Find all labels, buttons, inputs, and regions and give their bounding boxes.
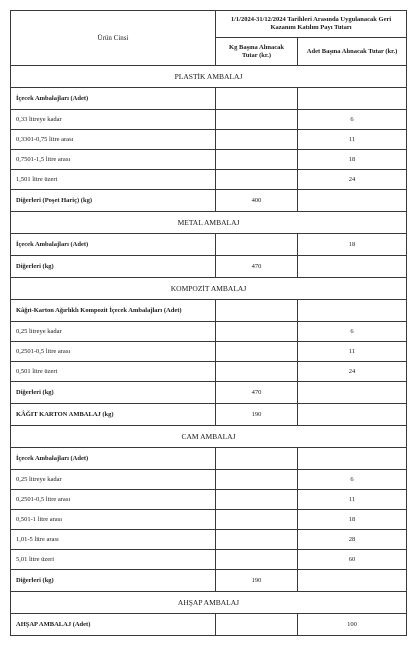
row-label: 0,7501-1,5 litre arası bbox=[11, 150, 216, 170]
table-row bbox=[11, 88, 407, 110]
cell-per-kg: 190 bbox=[216, 404, 298, 426]
cell-per-kg bbox=[216, 470, 298, 490]
row-label: Diğerleri (kg) bbox=[11, 570, 216, 592]
cell-per-unit: 18 bbox=[298, 150, 407, 170]
cell-per-kg bbox=[216, 234, 298, 256]
table-row bbox=[11, 470, 407, 490]
cell-per-kg bbox=[216, 300, 298, 322]
row-label: Diğerleri (kg) bbox=[11, 256, 216, 278]
table-row bbox=[11, 110, 407, 130]
cell-per-unit: 6 bbox=[298, 322, 407, 342]
cell-per-kg bbox=[216, 110, 298, 130]
table-row bbox=[11, 150, 407, 170]
section-header-row bbox=[11, 66, 407, 88]
cell-per-kg bbox=[216, 362, 298, 382]
header-product-type: Ürün Cinsi bbox=[11, 11, 216, 66]
cell-per-unit bbox=[298, 382, 407, 404]
cell-per-kg bbox=[216, 170, 298, 190]
table-row bbox=[11, 550, 407, 570]
fee-table bbox=[10, 10, 407, 636]
table-body bbox=[11, 66, 407, 636]
cell-per-unit bbox=[298, 256, 407, 278]
document-page bbox=[10, 10, 406, 636]
row-label: AHŞAP AMBALAJ (Adet) bbox=[11, 614, 216, 636]
section-title: KOMPOZİT AMBALAJ bbox=[11, 278, 407, 300]
cell-per-unit: 24 bbox=[298, 170, 407, 190]
row-label: Diğerleri (Poşet Hariç) (kg) bbox=[11, 190, 216, 212]
table-row bbox=[11, 342, 407, 362]
cell-per-kg bbox=[216, 490, 298, 510]
row-label: 1,01-5 litre arası bbox=[11, 530, 216, 550]
row-label: 0,33 litreye kadar bbox=[11, 110, 216, 130]
table-row bbox=[11, 190, 407, 212]
row-label: İçecek Ambalajları (Adet) bbox=[11, 88, 216, 110]
table-row bbox=[11, 322, 407, 342]
cell-per-kg bbox=[216, 342, 298, 362]
cell-per-unit: 6 bbox=[298, 470, 407, 490]
row-label: 5,01 litre üzeri bbox=[11, 550, 216, 570]
row-label: 0,3301-0,75 litre arası bbox=[11, 130, 216, 150]
row-label: 1,501 litre üzeri bbox=[11, 170, 216, 190]
section-title: PLASTİK AMBALAJ bbox=[11, 66, 407, 88]
cell-per-unit: 11 bbox=[298, 130, 407, 150]
cell-per-kg: 470 bbox=[216, 256, 298, 278]
section-header-row bbox=[11, 278, 407, 300]
row-label: 0,501-1 litre arası bbox=[11, 510, 216, 530]
table-header bbox=[11, 11, 407, 66]
cell-per-unit bbox=[298, 88, 407, 110]
row-label: 0,2501-0,5 litre arası bbox=[11, 342, 216, 362]
table-row bbox=[11, 130, 407, 150]
table-row bbox=[11, 404, 407, 426]
cell-per-unit bbox=[298, 404, 407, 426]
table-row bbox=[11, 256, 407, 278]
row-label: Kâğıt-Karton Ağırlıklı Kompozit İçecek Ambalajları (Adet) bbox=[11, 300, 216, 322]
row-label: 0,25 litreye kadar bbox=[11, 322, 216, 342]
section-title: CAM AMBALAJ bbox=[11, 426, 407, 448]
header-per-unit: Adet Başına Alınacak Tutar (kr.) bbox=[298, 38, 407, 66]
cell-per-kg bbox=[216, 510, 298, 530]
cell-per-kg bbox=[216, 130, 298, 150]
cell-per-kg: 190 bbox=[216, 570, 298, 592]
cell-per-unit: 60 bbox=[298, 550, 407, 570]
cell-per-kg bbox=[216, 150, 298, 170]
cell-per-kg bbox=[216, 530, 298, 550]
cell-per-kg bbox=[216, 550, 298, 570]
cell-per-kg: 400 bbox=[216, 190, 298, 212]
row-label: 0,2501-0,5 litre arası bbox=[11, 490, 216, 510]
row-label: 0,25 litreye kadar bbox=[11, 470, 216, 490]
section-header-row bbox=[11, 426, 407, 448]
cell-per-unit: 6 bbox=[298, 110, 407, 130]
row-label: Diğerleri (kg) bbox=[11, 382, 216, 404]
table-row bbox=[11, 510, 407, 530]
table-row bbox=[11, 170, 407, 190]
cell-per-kg bbox=[216, 322, 298, 342]
cell-per-unit: 18 bbox=[298, 510, 407, 530]
section-header-row bbox=[11, 212, 407, 234]
table-row bbox=[11, 448, 407, 470]
cell-per-unit: 24 bbox=[298, 362, 407, 382]
header-per-kg: Kg Başına Alınacak Tutar (kr.) bbox=[216, 38, 298, 66]
section-title: METAL AMBALAJ bbox=[11, 212, 407, 234]
row-label: KÂĞIT KARTON AMBALAJ (kg) bbox=[11, 404, 216, 426]
cell-per-unit bbox=[298, 570, 407, 592]
cell-per-kg bbox=[216, 614, 298, 636]
table-row bbox=[11, 530, 407, 550]
cell-per-kg: 470 bbox=[216, 382, 298, 404]
table-row bbox=[11, 300, 407, 322]
table-row bbox=[11, 234, 407, 256]
table-row bbox=[11, 362, 407, 382]
cell-per-unit: 18 bbox=[298, 234, 407, 256]
cell-per-unit bbox=[298, 300, 407, 322]
cell-per-unit: 28 bbox=[298, 530, 407, 550]
cell-per-unit: 11 bbox=[298, 490, 407, 510]
table-row bbox=[11, 614, 407, 636]
table-row bbox=[11, 382, 407, 404]
cell-per-unit: 11 bbox=[298, 342, 407, 362]
table-row bbox=[11, 490, 407, 510]
row-label: İçecek Ambalajları (Adet) bbox=[11, 234, 216, 256]
table-row bbox=[11, 570, 407, 592]
cell-per-kg bbox=[216, 88, 298, 110]
cell-per-unit bbox=[298, 448, 407, 470]
cell-per-unit bbox=[298, 190, 407, 212]
section-title: AHŞAP AMBALAJ bbox=[11, 592, 407, 614]
section-header-row bbox=[11, 592, 407, 614]
cell-per-unit: 100 bbox=[298, 614, 407, 636]
row-label: İçecek Ambalajları (Adet) bbox=[11, 448, 216, 470]
cell-per-kg bbox=[216, 448, 298, 470]
header-period: 1/1/2024-31/12/2024 Tarihleri Arasında Uygulanacak Geri Kazanım Katılım Payı Tutarı bbox=[216, 11, 407, 38]
row-label: 0,501 litre üzeri bbox=[11, 362, 216, 382]
